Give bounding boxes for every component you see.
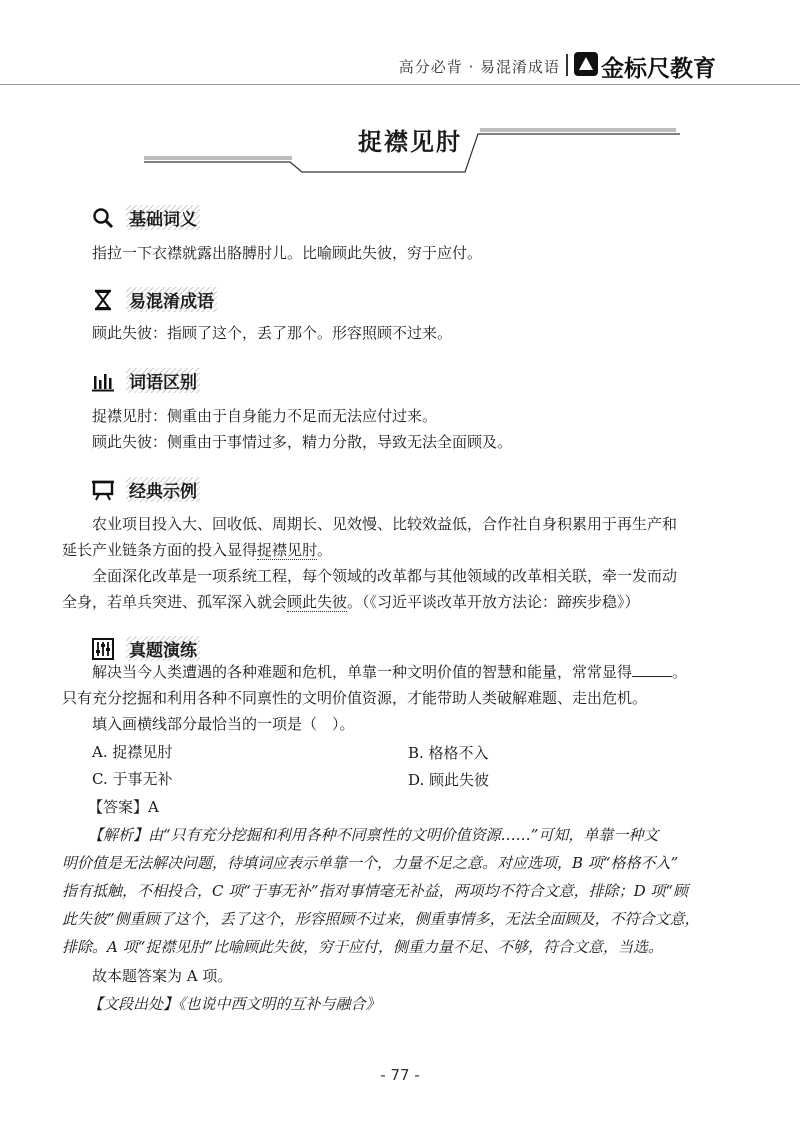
answer-blank	[632, 662, 672, 677]
analysis-line-2: 明价值是无法解决问题，待填词应表示单靠一个，力量不足之意。对应选项，B 项“格格不入”	[62, 854, 679, 872]
section-heading: 真题演练	[126, 636, 200, 661]
difference-line-2: 顾此失彼：侧重由于事情过多，精力分散，导致无法全面顾及。	[92, 433, 513, 451]
analysis-line-4: 此失彼”侧重顾了这个，丢了这个，形容照顾不过来，侧重事情多，无法全面顾及，不符合文意，	[62, 910, 700, 928]
page-title: 捉襟见肘	[358, 127, 462, 156]
example-text: 。（《习近平谈改革开放方法论：蹄疾步稳》）	[347, 593, 640, 611]
answer: 【答案】A	[88, 798, 159, 816]
example-text: 。	[317, 541, 333, 559]
confusable-text: 顾此失彼：指顾了这个，丢了那个。形容照顾不过来。	[92, 324, 453, 342]
example-keyword: 捉襟见肘	[257, 541, 318, 559]
example-text: 延长产业链条方面的投入显得	[62, 541, 258, 559]
header-rule	[0, 84, 800, 85]
question-line-2: 只有充分挖掘和利用各种不同禀性的文明价值资源，才能带助人类破解难题、走出危机。	[62, 689, 648, 707]
section-heading: 经典示例	[126, 477, 200, 502]
analysis-line-3: 指有抵触，不相投合，C 项“于事无补”指对事情毫无补益，两项均不符合文意，排除；D 项“顾	[62, 882, 689, 900]
brand-name: 金标尺教育	[601, 56, 716, 82]
section-heading: 易混淆成语	[126, 287, 217, 312]
example-2-line-2	[62, 592, 640, 612]
page-number: - 77 -	[380, 1066, 420, 1084]
presentation-icon	[92, 479, 114, 501]
question-prompt: 填入画横线部分最恰当的一项是（ ）。	[92, 715, 355, 733]
meaning-text: 指拉一下衣襟就露出胳膊肘儿。比喻顾此失彼，穷于应付。	[92, 244, 483, 262]
difference-line-1: 捉襟见肘：侧重由于自身能力不足而无法应付过来。	[92, 407, 438, 425]
question-text: 。	[672, 663, 688, 681]
source: 【文段出处】《也说中西文明的互补与融合》	[88, 995, 381, 1013]
header-separator	[566, 54, 568, 76]
option-d: D. 顾此失彼	[408, 771, 490, 789]
brand-logo-icon	[574, 52, 598, 76]
question-text: 解决当今人类遭遇的各种难题和危机，单靠一种文明价值的智慧和能量，常常显得	[92, 663, 633, 681]
conclusion: 故本题答案为 A 项。	[92, 967, 233, 985]
example-1-line-2	[62, 540, 332, 560]
series-title: 高分必背 · 易混淆成语	[398, 58, 560, 76]
example-text: 全身，若单兵突进、孤军深入就会	[62, 593, 288, 611]
analysis-line-5: 排除。A 项“捉襟见肘”比喻顾此失彼，穷于应付，侧重力量不足、不够，符合文意，当选。	[62, 938, 663, 956]
analysis-line-1: 【解析】由“只有充分挖掘和利用各种不同禀性的文明价值资源……”可知，单靠一种文	[88, 826, 659, 844]
bar-chart-icon	[92, 370, 114, 392]
section-heading: 基础词义	[126, 205, 200, 230]
option-c: C. 于事无补	[92, 770, 173, 788]
example-keyword: 顾此失彼	[287, 593, 348, 611]
question-line-1	[92, 662, 687, 682]
title-area	[140, 118, 680, 178]
example-2-line-1: 全面深化改革是一项系统工程，每个领域的改革都与其他领域的改革相关联，牵一发而动	[92, 567, 678, 585]
magnifier-icon	[92, 207, 114, 229]
option-b: B. 格格不入	[408, 744, 489, 762]
option-a: A. 捉襟见肘	[92, 743, 173, 761]
sliders-icon	[92, 638, 114, 660]
section-heading: 词语区别	[126, 368, 200, 393]
example-1-line-1: 农业项目投入大、回收低、周期长、见效慢、比较效益低，合作社自身积累用于再生产和	[92, 515, 678, 533]
hourglass-icon	[92, 289, 114, 311]
